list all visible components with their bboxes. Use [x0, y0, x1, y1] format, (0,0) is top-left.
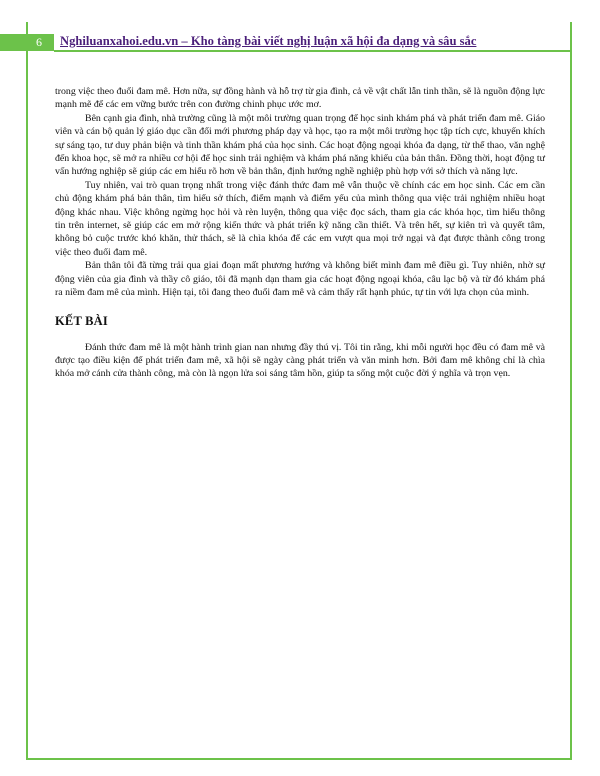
body-paragraph-continuation: trong việc theo đuổi đam mê. Hơn nữa, sự đồng hành và hỗ trợ từ gia đình, cả về vật chất lẫn tinh thần, sẽ là nguồn động lực mạnh mẽ để các em vững bước trên con đường chinh phục ước mơ. [55, 86, 545, 111]
body-paragraph-students: Tuy nhiên, vai trò quan trọng nhất trong việc đánh thức đam mê vẫn thuộc về chính các em học sinh. Các em cần chủ động khám phá bản thân, tìm hiểu sở thích, điểm mạnh và điểm yếu của mình thông qua việc trải nghiệm nhiều hoạt động khác nhau. Việc không ngừng học hỏi và rèn luyện, thông qua việc đọc sách, tham gia các khóa học, tìm hiểu thông tin trên internet, sẽ giúp các em mở rộng kiến thức và phát triển kỹ năng cần thiết. Và trên hết, sự kiên trì và quyết tâm, không bỏ cuộc trước khó khăn, thử thách, sẽ là chìa khóa để các em vượt qua mọi trở ngại và đạt được thành công trong việc theo đuổi đam mê. [55, 179, 545, 258]
body-paragraph-school: Bên cạnh gia đình, nhà trường cũng là một môi trường quan trọng để học sinh khám phá và phát triển đam mê. Giáo viên và cán bộ quản lý giáo dục cần đổi mới phương pháp dạy và học, tạo ra một môi trường học tập tích cực, khuyến khích sự sáng tạo, tư duy phản biện và tinh thần khám phá của học sinh. Các hoạt động ngoại khóa đa dạng, từ thể thao, văn nghệ đến khoa học, sẽ mở ra nhiều cơ hội để học sinh trải nghiệm và khám phá năng khiếu của bản thân. Đồng thời, hoạt động tư vấn hướng nghiệp sẽ giúp các em hiểu rõ hơn về bản thân, định hướng nghề nghiệp phù hợp với sở thích và năng lực. [55, 112, 545, 178]
page-header [0, 34, 572, 51]
header-accent-block [0, 34, 54, 51]
conclusion-heading: KẾT BÀI [55, 313, 108, 328]
conclusion-paragraph: Đánh thức đam mê là một hành trình gian nan nhưng đầy thú vị. Tôi tin rằng, khi mỗi người học đều có đam mê và được tạo điều kiện để phát triển đam mê, xã hội sẽ ngày càng phát triển và văn minh hơn. Bởi đam mê không chỉ là chìa khóa mở cánh cửa thành công, mà còn là ngọn lửa soi sáng tâm hồn, giúp ta sống một cuộc đời ý nghĩa và trọn vẹn. [55, 341, 545, 380]
document-body [55, 85, 545, 381]
header-site-title-link[interactable]: Nghiluanxahoi.edu.vn – Kho tàng bài viết nghị luận xã hội đa dạng và sâu sắc [60, 34, 477, 48]
page-number: 6 [36, 35, 42, 49]
header-divider [54, 50, 572, 52]
body-paragraph-personal: Bản thân tôi đã từng trải qua giai đoạn mất phương hướng và không biết mình đam mê điều gì. Tuy nhiên, nhờ sự động viên của gia đình và thầy cô giáo, tôi đã mạnh dạn tham gia các hoạt động ngoại khóa, câu lạc bộ và từ đó khám phá ra niềm đam mê của mình. Hiện tại, tôi đang theo đuổi đam mê và cảm thấy rất hạnh phúc, tự tin với lựa chọn của mình. [55, 260, 545, 299]
